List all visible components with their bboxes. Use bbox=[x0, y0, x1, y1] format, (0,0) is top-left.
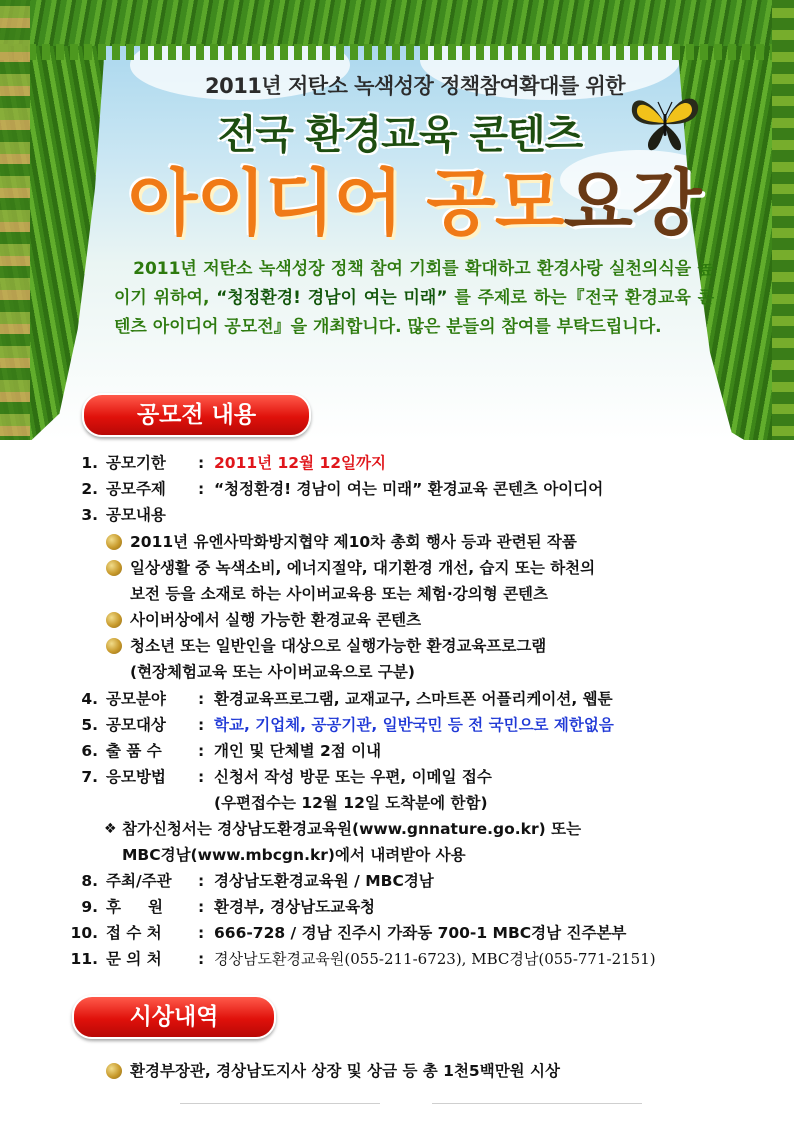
bullet-icon bbox=[106, 638, 122, 654]
item-number: 10. bbox=[70, 924, 98, 942]
theme-value: “청정환경! 경남이 여는 미래” 환경교육 콘텐츠 아이디어 bbox=[214, 480, 604, 498]
bullet-icon bbox=[106, 534, 122, 550]
bullet-icon bbox=[106, 560, 122, 576]
item-number: 8. bbox=[81, 872, 98, 890]
deadline-value: 2011년 12월 12일까지 bbox=[214, 454, 386, 472]
item-colon: : bbox=[198, 768, 205, 786]
header-subtitle: 2011년 저탄소 녹색성장 정책참여확대를 위한 bbox=[204, 74, 626, 98]
item-label: 공모주제 bbox=[106, 480, 166, 498]
item-number: 7. bbox=[81, 768, 98, 786]
item-number: 9. bbox=[81, 898, 98, 916]
item-number: 1. bbox=[81, 454, 98, 472]
item-label: 주최/주관 bbox=[106, 872, 172, 890]
method-value: 신청서 작성 방문 또는 우편, 이메일 접수 bbox=[214, 768, 492, 786]
application-note bbox=[104, 816, 581, 842]
host-value: 경상남도환경교육원 / MBC경남 bbox=[214, 872, 434, 890]
method-note: (우편접수는 12월 12일 도착분에 한함) bbox=[214, 794, 488, 812]
header-title-suffix: 요강 bbox=[563, 161, 701, 245]
item-label: 응모방법 bbox=[106, 768, 166, 786]
item-number: 6. bbox=[81, 742, 98, 760]
note-mark-icon: ❖ bbox=[104, 821, 117, 837]
content-subitem: 2011년 유엔사막화방지협약 제10차 총회 행사 등과 관련된 작품 bbox=[130, 533, 577, 551]
note-text-cont: MBC경남(www.mbcgn.kr)에서 내려받아 사용 bbox=[122, 846, 466, 864]
item-number: 3. bbox=[81, 506, 98, 524]
intro-quote: “청정환경! 경남이 여는 미래” bbox=[216, 288, 448, 308]
item-label: 공모기한 bbox=[106, 454, 166, 472]
poster-header bbox=[0, 0, 794, 440]
content-subitem-cont: 보전 등을 소재로 하는 사이버교육용 또는 체험·강의형 콘텐츠 bbox=[130, 585, 548, 603]
item-colon: : bbox=[198, 454, 205, 472]
item-label: 후 원 bbox=[106, 898, 163, 916]
award-item: 환경부장관, 경상남도지사 상장 및 상금 등 총 1천5백만원 시상 bbox=[130, 1062, 560, 1080]
content-subitem: 일상생활 중 녹색소비, 에너지절약, 대기환경 개선, 습지 또는 하천의 bbox=[130, 559, 596, 577]
intro-text: 를 주제로 하는『전국 환경교육 콘텐츠 아이디어 공모전』을 개최합니다. 많은 분들의 참여를 부탁드립니다. bbox=[114, 288, 715, 337]
bullet-icon bbox=[106, 612, 122, 628]
content-subitem: 청소년 또는 일반인을 대상으로 실행가능한 환경교육프로그램 bbox=[130, 637, 547, 655]
grass-border-top bbox=[0, 0, 794, 46]
divider bbox=[180, 1103, 380, 1104]
contact-value: 경상남도환경교육원(055-211-6723), MBC경남(055-771-2151) bbox=[214, 950, 656, 968]
item-label: 공모분야 bbox=[106, 690, 166, 708]
content-subitem: 사이버상에서 실행 가능한 환경교육 콘텐츠 bbox=[130, 611, 422, 629]
header-title-line1: 전국 환경교육 콘텐츠 bbox=[217, 112, 583, 158]
item-number: 4. bbox=[81, 690, 98, 708]
item-colon: : bbox=[198, 924, 205, 942]
section-banner-contest: 공모전 내용 bbox=[82, 393, 311, 437]
vine-decoration-right bbox=[772, 0, 794, 440]
item-number: 2. bbox=[81, 480, 98, 498]
header-title-highlight: 아이디어 공모 bbox=[128, 161, 564, 245]
item-label: 출 품 수 bbox=[106, 742, 162, 760]
item-colon: : bbox=[198, 480, 205, 498]
field-value: 환경교육프로그램, 교재교구, 스마트폰 어플리케이션, 웹툰 bbox=[214, 690, 613, 708]
entries-value: 개인 및 단체별 2점 이내 bbox=[214, 742, 382, 760]
item-colon: : bbox=[198, 742, 205, 760]
intro-text: 2011년 저탄소 녹색성장 정책 참여 기회를 확대하고 환경사랑 실천의식을 높이기 위하여, bbox=[114, 259, 714, 308]
address-value: 666-728 / 경남 진주시 가좌동 700-1 MBC경남 진주본부 bbox=[214, 924, 627, 942]
intro-paragraph bbox=[114, 255, 714, 342]
item-number: 5. bbox=[81, 716, 98, 734]
item-colon: : bbox=[198, 872, 205, 890]
item-number: 11. bbox=[70, 950, 98, 968]
item-colon: : bbox=[198, 716, 205, 734]
vine-decoration-left bbox=[0, 0, 30, 440]
item-colon: : bbox=[198, 898, 205, 916]
header-title-line2 bbox=[128, 158, 701, 248]
content-subitem-cont: (현장체험교육 또는 사이버교육으로 구분) bbox=[130, 663, 415, 681]
item-colon: : bbox=[198, 690, 205, 708]
item-label: 문 의 처 bbox=[106, 950, 162, 968]
section-banner-awards: 시상내역 bbox=[72, 995, 276, 1039]
item-colon: : bbox=[198, 950, 205, 968]
divider bbox=[432, 1103, 642, 1104]
sponsor-value: 환경부, 경상남도교육청 bbox=[214, 898, 376, 916]
item-label: 접 수 처 bbox=[106, 924, 162, 942]
target-value: 학교, 기업체, 공공기관, 일반국민 등 전 국민으로 제한없음 bbox=[214, 716, 614, 734]
item-label: 공모내용 bbox=[106, 506, 166, 524]
item-label: 공모대상 bbox=[106, 716, 166, 734]
note-text: 참가신청서는 경상남도환경교육원(www.gnnature.go.kr) 또는 bbox=[122, 820, 582, 838]
bullet-icon bbox=[106, 1063, 122, 1079]
